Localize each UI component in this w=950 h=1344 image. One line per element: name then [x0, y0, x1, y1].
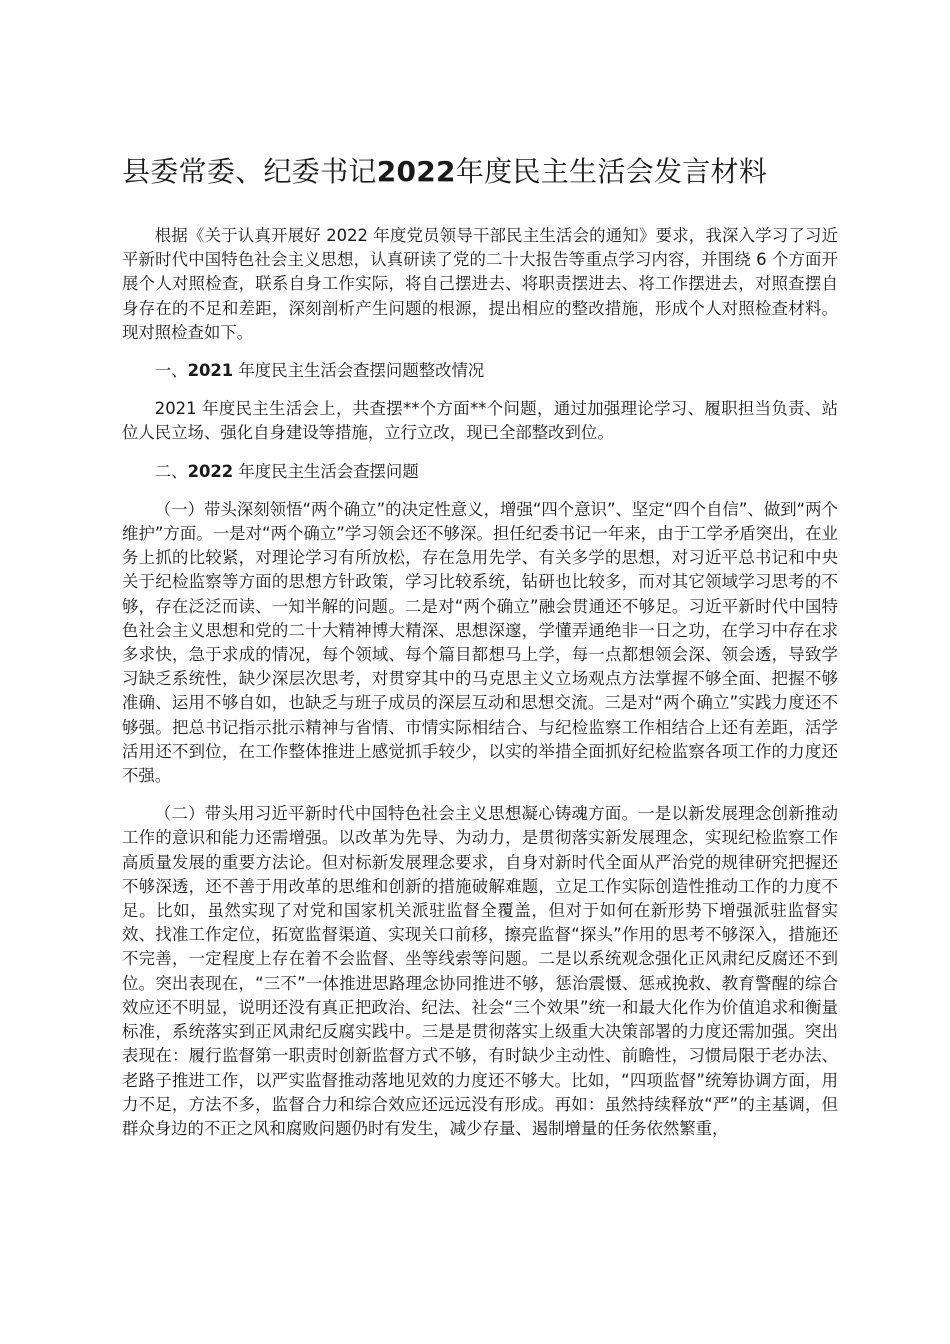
title-suffix: 年度民主生活会发言材料 [455, 155, 768, 188]
section-2-item-1: （一）带头深刻领悟“两个确立”的决定性意义，增强“四个意识”、坚定“四个自信”、做到“两个维护”方面。一是对“两个确立”学习领会还不够深。担任纪委书记一年来，由于工学矛盾突出，在业务上抓的比较紧，对理论学习有所放松，存在急用先学、有关多学的思想，对习近平总书记和中央关于纪检监察等方面的思想方针政策，学习比较系统，钻研也比较多，而对其它领域学习思考的不够，存在泛泛而读、一知半解的问题。二是对“两个确立”融会贯通还不够足。习近平新时代中国特色社会主义思想和党的二十大精神博大精深、思想深邃，学懂弄通绝非一日之功，在学习中存在求多求快，急于求成的情况，每个领域、每个篇目都想马上学，每一点都想领会深、领会透，导致学习缺乏系统性，缺少深层次思考，对贯穿其中的马克思主义立场观点方法掌握不够全面、把握不够准确、运用不够自如，也缺乏与班子成员的深层互动和思想交流。三是对“两个确立”实践力度还不够强。把总书记指示批示精神与省情、市情实际相结合、与纪检监察工作相结合上还有差距，活学活用还不到位，在工作整体推进上感觉抓手较少，以实的举措全面抓好纪检监察各项工作的力度还不强。 [122, 499, 838, 786]
section-1-heading [122, 359, 838, 383]
section-2-prefix: 二、 [154, 461, 188, 481]
section-2-heading [122, 460, 838, 484]
section-2-year: 2022 [187, 461, 234, 481]
section-1-suffix: 年度民主生活会查摆问题整改情况 [233, 361, 485, 381]
document-title [122, 150, 838, 194]
section-1-prefix: 一、 [154, 361, 188, 381]
intro-paragraph: 根据《关于认真开展好 2022 年度党员领导干部民主生活会的通知》要求，我深入学习了习近平新时代中国特色社会主义思想，认真研读了党的二十大报告等重点学习内容，并围绕 6 个方面开展个人对照检查，联系自身工作实际，将自己摆进去、将职责摆进去、将工作摆进去，对照查摆自身存在的不足和差距，深刻剖析产生问题的根源，提出相应的整改措施，形成个人对照检查材料。现对照检查如下。 [122, 226, 838, 342]
title-year: 2022 [376, 155, 456, 188]
section-2-suffix: 年度民主生活会查摆问题 [233, 461, 419, 481]
section-1-year: 2021 [187, 361, 234, 381]
title-prefix: 县委常委、纪委书记 [122, 155, 377, 188]
section-2-item-2: （二）带头用习近平新时代中国特色社会主义思想凝心铸魂方面。一是以新发展理念创新推动工作的意识和能力还需增强。以改革为先导、为动力，是贯彻落实新发展理念，实现纪检监察工作高质量发展的重要方法论。但对标新发展理念要求，自身对新时代全面从严治党的规律研究把握还不够深透，还不善于用改革的思维和创新的措施破解难题，立足工作实际创造性推动工作的力度不足。比如，虽然实现了对党和国家机关派驻监督全覆盖，但对于如何在新形势下增强派驻监督实效、找准工作定位，拓宽监督渠道、实现关口前移，擦亮监督“探头”作用的思考不够深入，措施还不完善，一定程度上存在着不会监督、坐等线索等问题。二是以系统观念强化正风肃纪反腐还不到位。突出表现在，“三不”一体推进思路理念协同推进不够，惩治震慑、惩戒挽救、教育警醒的综合效应还不明显，说明还没有真正把政治、纪法、社会“三个效果”统一和最大化作为价值追求和衡量标准，系统落实到正风肃纪反腐实践中。三是是贯彻落实上级重大决策部署的力度还需加强。突出表现在：履行监督第一职责时创新监督方式不够，有时缺少主动性、前瞻性，习惯局限于老办法、老路子推进工作，以严实监督推动落地见效的力度还不够大。比如，“四项监督”统筹协调方面，用力不足，方法不多，监督合力和综合效应还远远没有形成。再如：虽然持续释放“严”的主基调，但群众身边的不正之风和腐败问题仍时有发生，减少存量、遏制增量的任务依然繁重， [122, 804, 838, 1138]
section-1-body: 2021 年度民主生活会上，共查摆**个方面**个问题，通过加强理论学习、履职担当负责、站位人民立场、强化自身建设等措施，立行立改，现已全部整改到位。 [122, 399, 838, 443]
